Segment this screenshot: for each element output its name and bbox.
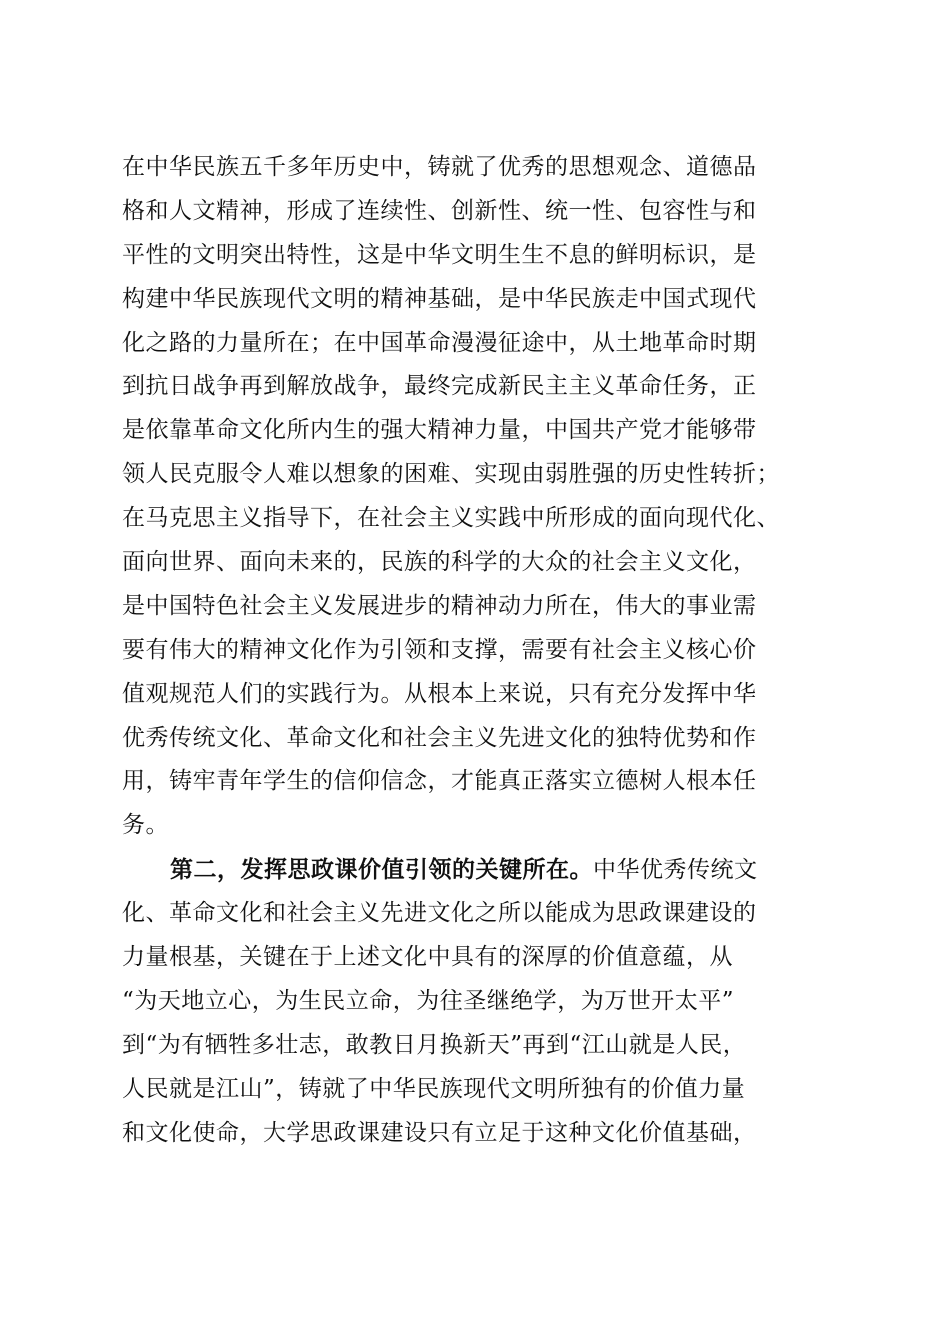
text-line: 在中华民族五千多年历史中，铸就了优秀的思想观念、道德品	[122, 154, 757, 180]
text-line: 要有伟大的精神文化作为引领和支撑，需要有社会主义核心价	[122, 636, 757, 663]
text-line: 到抗日战争再到解放战争，最终完成新民主主义革命任务，正	[122, 373, 757, 400]
paragraph-1	[122, 146, 842, 848]
text-line: 构建中华民族现代文明的精神基础，是中华民族走中国式现代	[122, 285, 757, 312]
text-line: 化、革命文化和社会主义先进文化之所以能成为思政课建设的	[122, 900, 757, 927]
paragraph-2-first-line	[122, 848, 842, 892]
text-line: 在马克思主义指导下，在社会主义实践中所形成的面向现代化、	[122, 505, 780, 532]
text-line: 和文化使命，大学思政课建设只有立足于这种文化价值基础，	[122, 1119, 757, 1146]
text-line: “为天地立心，为生民立命，为往圣继绝学，为万世开太平”	[122, 987, 735, 1014]
section-heading: 第二，发挥思政课价值引领的关键所在。	[170, 856, 593, 884]
text-line: 平性的文明突出特性，这是中华文明生生不息的鲜明标识，是	[122, 241, 757, 268]
text-line: 面向世界、面向未来的，民族的科学的大众的社会主义文化，	[122, 549, 757, 576]
text-line: 人民就是江山”，铸就了中华民族现代文明所独有的价值力量	[122, 1075, 746, 1102]
text-line: 用，铸牢青年学生的信仰信念，才能真正落实立德树人根本任	[122, 768, 757, 795]
text-line: 是依靠革命文化所内生的强大精神力量，中国共产党才能够带	[122, 417, 757, 444]
body-text	[122, 146, 842, 1155]
paragraph-2	[122, 848, 842, 1155]
text-line: 领人民克服令人难以想象的困难、实现由弱胜强的历史性转折；	[122, 461, 780, 488]
text-line: 务。	[122, 812, 169, 839]
text-line: 力量根基，关键在于上述文化中具有的深厚的价值意蕴，从	[122, 944, 733, 971]
text-line: 是中国特色社会主义发展进步的精神动力所在，伟大的事业需	[122, 592, 757, 619]
text-run: 中华优秀传统文	[593, 857, 758, 884]
text-line: 格和人文精神，形成了连续性、创新性、统一性、包容性与和	[122, 197, 757, 224]
text-line: 到“为有牺牲多壮志，敢教日月换新天”再到“江山就是人民，	[122, 1031, 747, 1058]
text-line: 优秀传统文化、革命文化和社会主义先进文化的独特优势和作	[122, 724, 757, 751]
text-line: 化之路的力量所在；在中国革命漫漫征途中，从土地革命时期	[122, 329, 757, 356]
text-line: 值观规范人们的实践行为。从根本上来说，只有充分发挥中华	[122, 680, 757, 707]
